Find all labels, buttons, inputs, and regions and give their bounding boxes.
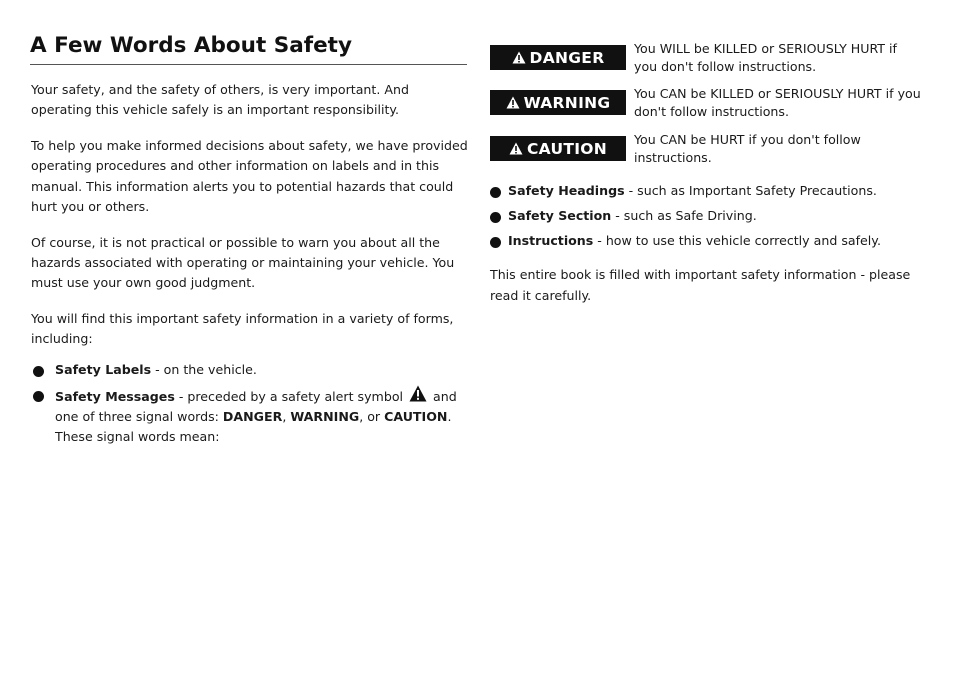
forms-list (31, 360, 468, 448)
list-item: Safety Section - such as Safe Driving. (490, 206, 930, 226)
warning-description: You CAN be KILLED or SERIOUSLY HURT if you don't follow instructions. (634, 86, 921, 120)
closing-paragraph: This entire book is filled with important safety information - please read it carefully. (490, 267, 911, 303)
caution-badge: CAUTION (490, 136, 626, 161)
alert-icon (509, 142, 523, 155)
right-column (490, 181, 930, 306)
intro-paragraph: Your safety, and the safety of others, is very important. And operating this vehicle safely is an important responsibility. (31, 82, 409, 118)
list-item: Instructions - how to use this vehicle correctly and safely. (490, 231, 930, 251)
list-item: Safety Headings - such as Important Safety Precautions. (490, 181, 930, 201)
judgment-paragraph: Of course, it is not practical or possible to warn you about all the hazards associated with operating or maintaining your vehicle. You must use your own good judgment. (31, 234, 455, 291)
purpose-paragraph: To help you make informed decisions about safety, we have provided operating procedures and other information on labels and in this manual. This information alerts you to potential hazards that could hurt you or others. (31, 138, 468, 214)
danger-description: You WILL be KILLED or SERIOUSLY HURT if you don't follow instructions. (634, 41, 897, 75)
warning-badge: WARNING (490, 90, 626, 115)
alert-icon (512, 51, 526, 64)
caution-description: You CAN be HURT if you don't follow instructions. (634, 132, 861, 166)
safety-alert-icon (409, 385, 427, 402)
left-column (31, 80, 468, 452)
forms-paragraph: You will find this important safety information in a variety of forms, including: (31, 311, 454, 347)
headings-list (490, 181, 930, 251)
page-title: A Few Words About Safety (30, 33, 352, 58)
list-item: Safety Messages - preceded by a safety alert symbol and one of three signal words: DANGER, WARNING, or CAUTION. These signal words mean: (31, 385, 468, 447)
danger-badge: DANGER (490, 45, 626, 70)
alert-icon (506, 96, 520, 109)
title-divider (30, 64, 467, 65)
list-item: Safety Labels - on the vehicle. (31, 360, 468, 380)
